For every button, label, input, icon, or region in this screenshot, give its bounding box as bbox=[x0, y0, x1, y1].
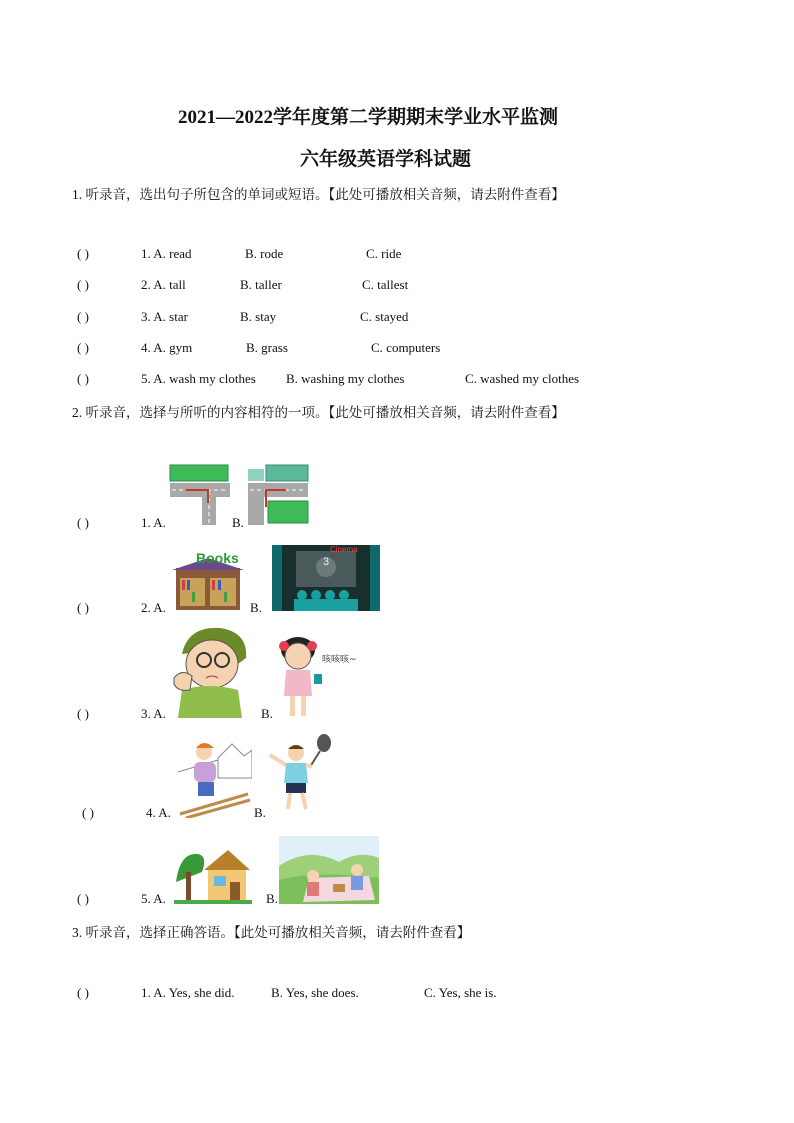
books-sign: Books bbox=[196, 550, 239, 566]
option-a: 1. A. Yes, she did. bbox=[141, 985, 235, 1000]
question-1-prompt: 1. 听录音，选出句子所包含的单词或短语。【此处可播放相关音频，请去附件查看】 bbox=[72, 187, 565, 202]
option-a-label: 5. A. bbox=[141, 891, 166, 906]
option-a: 5. A. wash my clothes bbox=[141, 371, 256, 386]
option-a: 2. A. tall bbox=[141, 277, 186, 292]
option-b-label: B. bbox=[232, 515, 244, 530]
option-b-label: B. bbox=[254, 805, 266, 820]
option-b: B. taller bbox=[240, 277, 282, 292]
cough-text: 咳咳咳~ bbox=[322, 655, 357, 665]
option-c: C. ride bbox=[366, 246, 402, 261]
picnic-picture[interactable] bbox=[279, 836, 379, 904]
cinema-picture[interactable] bbox=[272, 545, 380, 611]
map-picture-b[interactable] bbox=[246, 463, 310, 527]
option-c: C. computers bbox=[371, 340, 441, 355]
countdown-number: 3 bbox=[323, 556, 330, 568]
option-a-label: 2. A. bbox=[141, 600, 166, 615]
option-b-label: B. bbox=[266, 891, 278, 906]
option-a: 3. A. star bbox=[141, 309, 188, 324]
answer-blank[interactable]: ( ) bbox=[77, 277, 89, 292]
bookstore-picture[interactable] bbox=[172, 548, 244, 611]
option-b-label: B. bbox=[261, 706, 273, 721]
page-title: 2021—2022学年度第二学期期末学业水平监测 bbox=[178, 107, 559, 128]
option-b-label: B. bbox=[250, 600, 262, 615]
option-a-label: 4. A. bbox=[146, 805, 171, 820]
badminton-picture[interactable] bbox=[266, 733, 334, 815]
option-a-label: 1. A. bbox=[141, 515, 166, 530]
option-b: B. grass bbox=[246, 340, 288, 355]
girl-cough-picture[interactable] bbox=[272, 634, 364, 718]
option-a-label: 3. A. bbox=[141, 706, 166, 721]
answer-blank[interactable]: ( ) bbox=[77, 891, 89, 906]
option-a: 1. A. read bbox=[141, 246, 192, 261]
option-c: C. tallest bbox=[362, 277, 409, 292]
boy-toothache-picture[interactable] bbox=[168, 624, 254, 718]
question-3-prompt: 3. 听录音，选择正确答语。【此处可播放相关音频，请去附件查看】 bbox=[72, 925, 471, 940]
answer-blank[interactable]: ( ) bbox=[77, 309, 89, 324]
answer-blank[interactable]: ( ) bbox=[77, 515, 89, 530]
option-b: B. stay bbox=[240, 309, 277, 324]
option-c: C. stayed bbox=[360, 309, 409, 324]
answer-blank[interactable]: ( ) bbox=[77, 600, 89, 615]
page-subtitle: 六年级英语学科试题 bbox=[300, 149, 472, 170]
answer-blank[interactable]: ( ) bbox=[77, 706, 89, 721]
answer-blank[interactable]: ( ) bbox=[77, 985, 89, 1000]
answer-blank[interactable]: ( ) bbox=[77, 340, 89, 355]
windy-house-picture[interactable] bbox=[174, 842, 252, 904]
option-c: C. Yes, she is. bbox=[424, 985, 497, 1000]
option-b: B. washing my clothes bbox=[286, 371, 405, 386]
option-c: C. washed my clothes bbox=[465, 371, 580, 386]
answer-blank[interactable]: ( ) bbox=[77, 371, 89, 386]
map-picture-a[interactable] bbox=[168, 463, 232, 527]
option-b: B. Yes, she does. bbox=[271, 985, 359, 1000]
option-b: B. rode bbox=[245, 246, 284, 261]
answer-blank[interactable]: ( ) bbox=[82, 805, 94, 820]
skiing-picture[interactable] bbox=[178, 738, 252, 818]
cinema-sign: Cinema bbox=[330, 545, 358, 554]
answer-blank[interactable]: ( ) bbox=[77, 246, 89, 261]
option-a: 4. A. gym bbox=[141, 340, 193, 355]
question-2-prompt: 2. 听录音，选择与所听的内容相符的一项。【此处可播放相关音频，请去附件查看】 bbox=[72, 405, 565, 420]
